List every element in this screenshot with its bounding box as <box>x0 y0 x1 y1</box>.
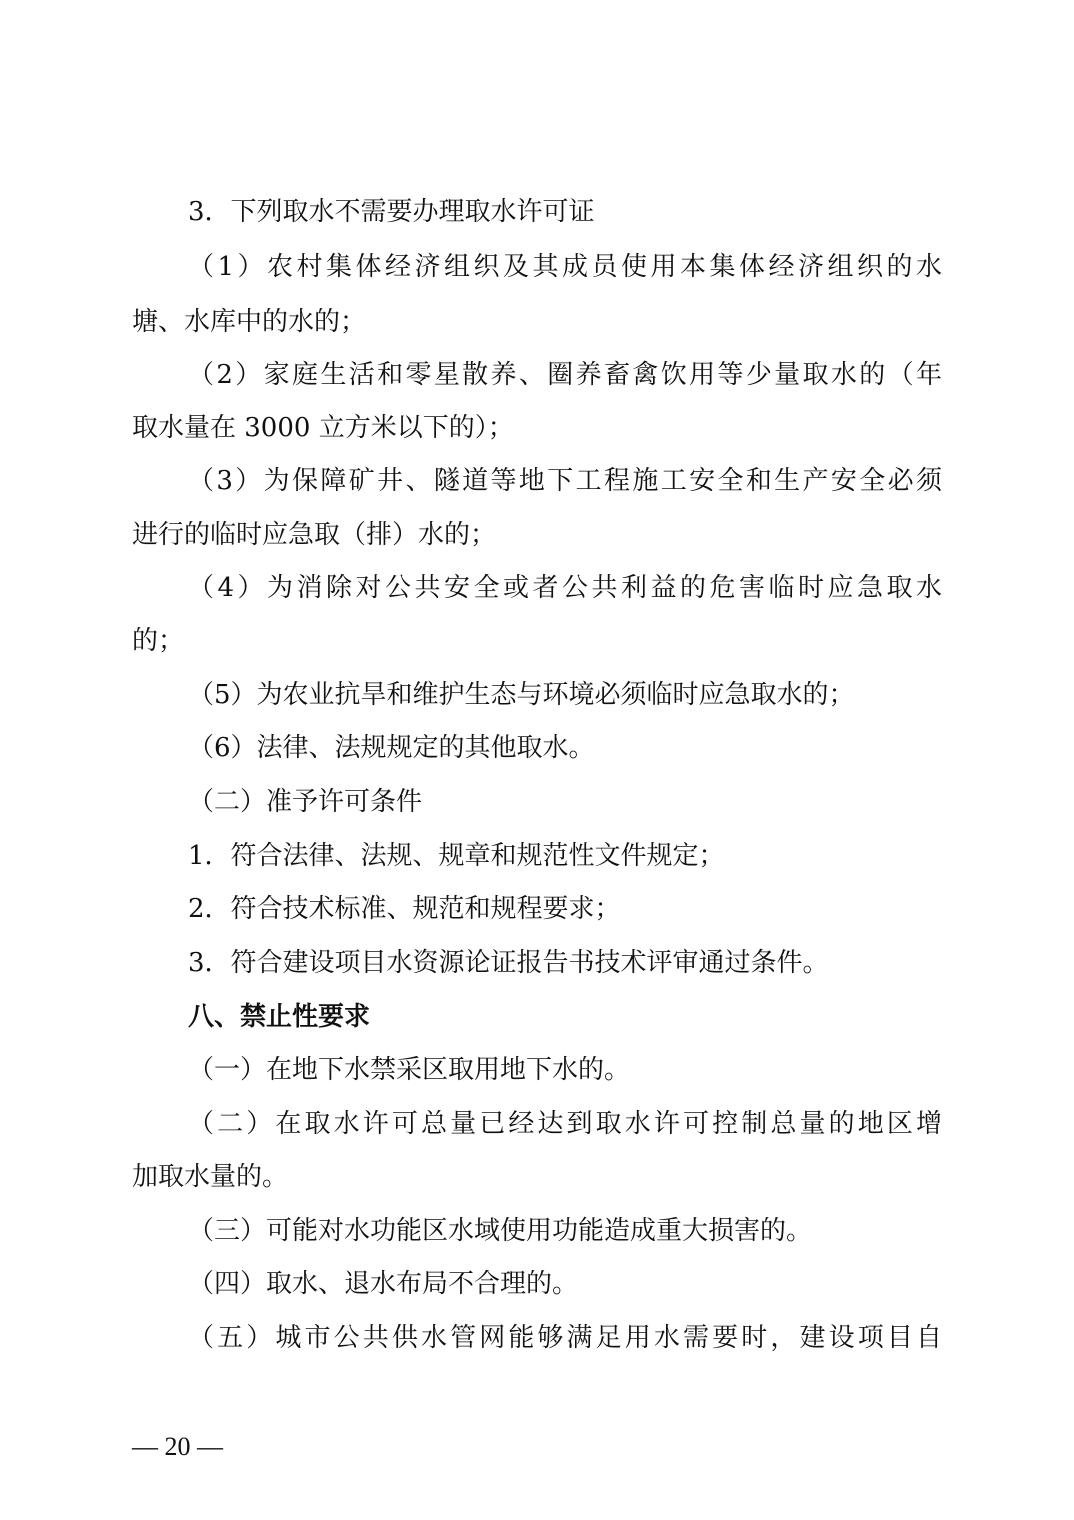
page-number: — 20 — <box>132 1432 223 1461</box>
text-line: （三）可能对水功能区水域使用功能造成重大损害的。 <box>188 1216 813 1246</box>
text-line: （3）为保障矿井、隧道等地下工程施工安全和生产安全必须 <box>188 466 942 496</box>
text-line: 2．符合技术标准、规范和规程要求； <box>188 894 621 924</box>
text-line: （4）为消除对公共安全或者公共利益的危害临时应急取水 <box>188 573 942 603</box>
section-subheading: （二）准予许可条件 <box>188 787 423 817</box>
text-line: 塘、水库中的水的； <box>132 307 367 337</box>
text-line: （四）取水、退水布局不合理的。 <box>188 1269 579 1299</box>
text-line: （2）家庭生活和零星散养、圈养畜禽饮用等少量取水的（年 <box>188 360 942 390</box>
text-line: 3．符合建设项目水资源论证报告书技术评审通过条件。 <box>188 948 829 978</box>
text-line: 3．下列取水不需要办理取水许可证 <box>188 197 595 227</box>
text-line: 取水量在 3000 立方米以下的）； <box>132 413 514 443</box>
text-line: 1．符合法律、法规、规章和规范性文件规定； <box>188 841 725 871</box>
text-line: 加取水量的。 <box>132 1162 289 1192</box>
text-line: （1）农村集体经济组织及其成员使用本集体经济组织的水 <box>188 252 942 282</box>
text-line: （5）为农业抗旱和维护生态与环境必须临时应急取水的； <box>188 680 855 710</box>
text-line: 进行的临时应急取（排）水的； <box>132 520 497 550</box>
text-line: （一）在地下水禁采区取用地下水的。 <box>188 1055 631 1085</box>
text-line: （五）城市公共供水管网能够满足用水需要时，建设项目自 <box>188 1323 942 1353</box>
text-line: （6）法律、法规规定的其他取水。 <box>188 733 595 763</box>
text-line: （二）在取水许可总量已经达到取水许可控制总量的地区增 <box>188 1109 942 1139</box>
section-heading: 八、禁止性要求 <box>188 1002 371 1032</box>
text-line: 的； <box>132 626 185 656</box>
